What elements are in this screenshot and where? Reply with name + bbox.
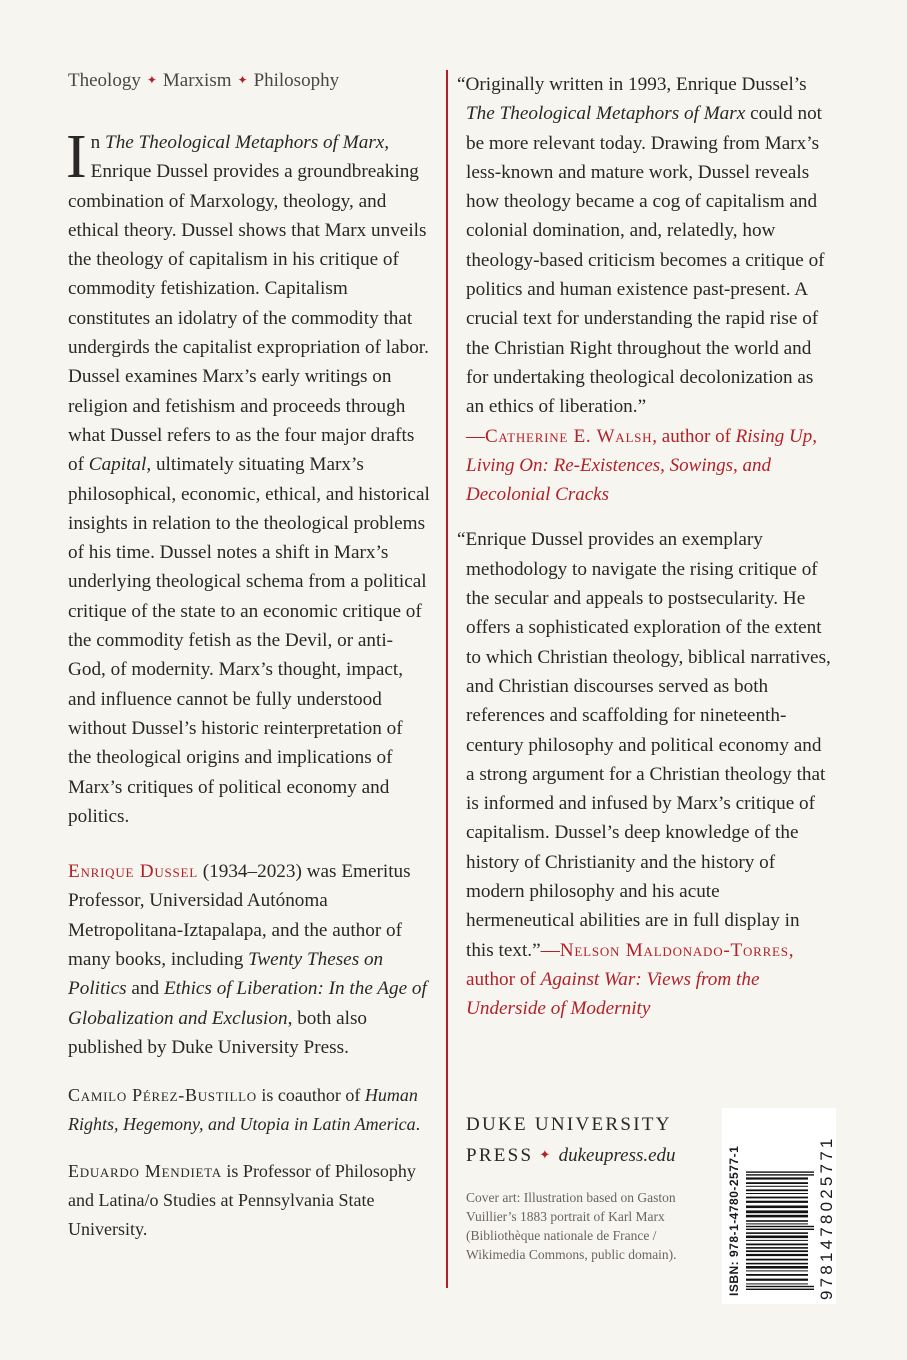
red-divider-rule: [446, 70, 448, 1288]
barcode-bar: [746, 1286, 814, 1287]
barcode-bar: [746, 1210, 808, 1213]
translator-bio-mendieta: Eduardo Mendieta is Professor of Philosophy and Latina/o Studies at Pennsylvania State University.: [68, 1161, 416, 1240]
barcode-bar: [746, 1244, 808, 1246]
diamond-separator-icon: ✦: [146, 73, 157, 87]
book-title: The Theological Metaphors of Marx,: [105, 132, 390, 153]
drop-cap: I: [66, 123, 87, 191]
barcode-bar: [746, 1236, 808, 1239]
right-column: [457, 70, 832, 1024]
category-philosophy: Philosophy: [253, 70, 340, 91]
blurb-author: Catherine E. Walsh: [485, 425, 653, 447]
barcode-bar: [746, 1206, 808, 1209]
category-theology: Theology: [68, 70, 141, 91]
barcode-bar: [746, 1177, 808, 1179]
translator-bio-perez: Camilo Pérez-Bustillo is coauthor of Human Rights, Hegemony, and Utopia in Latin America.: [68, 1085, 421, 1135]
barcode-bar: [746, 1171, 814, 1172]
barcode-bar: [746, 1274, 808, 1276]
blurb-walsh: “Originally written in 1993, Enrique Dussel’s The Theological Metaphors of Marx could not be more relevant today. Drawing from Marx’s less-known and mature work, Dussel reveals how theology became a cog of capitalism and colonial domination, and, relatedly, how theology-based criticism becomes a critique of politics and human existence past-present. A crucial text for understanding the rapid rise of the Christian Right throughout the world and for undertaking theological decolonization as an ethics of liberation.”: [457, 74, 825, 418]
barcode-bars: [746, 1171, 814, 1290]
barcode-bar: [746, 1174, 814, 1175]
barcode-digits: 9781478025771: [817, 1135, 836, 1300]
barcode-bar: [746, 1240, 808, 1241]
blurb-attribution: —Catherine E. Walsh, author of Rising Up, Living On: Re-Existences, Sowings, and Decolonial Cracks: [466, 425, 817, 506]
diamond-separator-icon: ✦: [539, 1147, 553, 1162]
publisher-url[interactable]: dukeupress.edu: [558, 1145, 676, 1166]
barcode-bar: [746, 1182, 808, 1184]
barcode-bar: [746, 1283, 808, 1284]
barcode-bar: [746, 1186, 808, 1187]
translator-name: Eduardo Mendieta: [68, 1161, 222, 1182]
barcode-bar: [746, 1259, 808, 1261]
barcode-bar: [746, 1197, 808, 1199]
blurb-maldonado: “Enrique Dussel provides an exemplary methodology to navigate the rising critique of the secular and appeals to postsecularity. He offers a sophisticated exploration of the extent to which Christian theology, biblical narratives, and Christian discourses served as both references and scaffolding for nineteenth-century philosophy and political economy and a strong argument for a Christian theology that is informed and infused by Marx’s critique of capitalism. Dussel’s deep knowledge of the history of Christianity and the history of modern philosophy and his acute hermeneutical abilities are in full display in this text.”—Nelson Maldonado-Torres, author of Against War: Views from the Underside of Modernity: [457, 529, 831, 1020]
category-line: [68, 70, 339, 92]
barcode-bar: [746, 1279, 808, 1281]
isbn-text: ISBN: 978-1-4780-2577-1: [727, 1145, 741, 1296]
barcode-bar: [746, 1215, 808, 1218]
barcode-bar: [746, 1232, 808, 1234]
author-name: Enrique Dussel: [68, 861, 198, 883]
cover-art-credit: Cover art: Illustration based on Gaston Vuillier’s 1883 portrait of Karl Marx (Bibliothèque nationale de France / Wikimedia Commons, public domain).: [466, 1190, 677, 1262]
barcode-graphic: [722, 1108, 836, 1304]
translator-name: Camilo Pérez-Bustillo: [68, 1085, 257, 1106]
publisher-imprint: DUKE UNIVERSITY PRESS ✦ dukeupress.edu: [466, 1110, 676, 1171]
isbn-barcode: [722, 1108, 836, 1304]
barcode-bar: [746, 1250, 808, 1252]
author-bio-dussel: Enrique Dussel (1934–2023) was Emeritus Professor, Universidad Autónoma Metropolitana-Iztapalapa, and the author of many books, including Twenty Theses on Politics and Ethics of Liberation: In the Age of Globalization and Exclusion, both also published by Duke University Press.: [68, 861, 427, 1058]
barcode-bar: [746, 1226, 814, 1227]
barcode-bar: [746, 1247, 808, 1249]
diamond-separator-icon: ✦: [237, 73, 248, 87]
publisher-name: DUKE UNIVERSITY: [466, 1114, 672, 1135]
barcode-bar: [746, 1270, 808, 1271]
capital-title: Capital: [88, 454, 147, 476]
left-column: [66, 123, 430, 1262]
barcode-bar: [746, 1254, 808, 1256]
blurb-author: Nelson Maldonado-Torres: [559, 939, 789, 961]
barcode-bar: [746, 1193, 808, 1194]
category-marxism: Marxism: [162, 70, 232, 91]
barcode-bar: [746, 1266, 808, 1269]
barcode-bar: [746, 1263, 808, 1265]
barcode-bar: [746, 1229, 814, 1230]
barcode-bar: [746, 1223, 808, 1224]
book-description: In The Theological Metaphors of Marx, Enrique Dussel provides a groundbreaking combination of Marxology, theology, and ethical theory. Dussel shows that Marx unveils the theology of capitalism in his critique of commodity fetishization. Capitalism constitutes an idolatry of the commodity that undergirds the capitalist expropriation of labor. Dussel examines Marx’s early writings on religion and fetishism and proceeds through what Dussel refers to as the four major drafts of Capital, ultimately situating Marx’s philosophical, economic, ethical, and historical insights in relation to the theological problems of his time. Dussel notes a shift in Marx’s underlying theological schema from a political critique of the state to an economic critique of the commodity fetish as the Devil, or anti-God, of modernity. Marx’s thought, impact, and influence cannot be fully understood without Dussel’s historic reinterpretation of the theological origins and implications of Marx’s critiques of political economy and politics.: [66, 123, 430, 827]
barcode-bar: [746, 1201, 808, 1203]
barcode-bar: [746, 1220, 808, 1222]
barcode-bar: [746, 1289, 814, 1290]
barcode-bar: [746, 1189, 808, 1191]
